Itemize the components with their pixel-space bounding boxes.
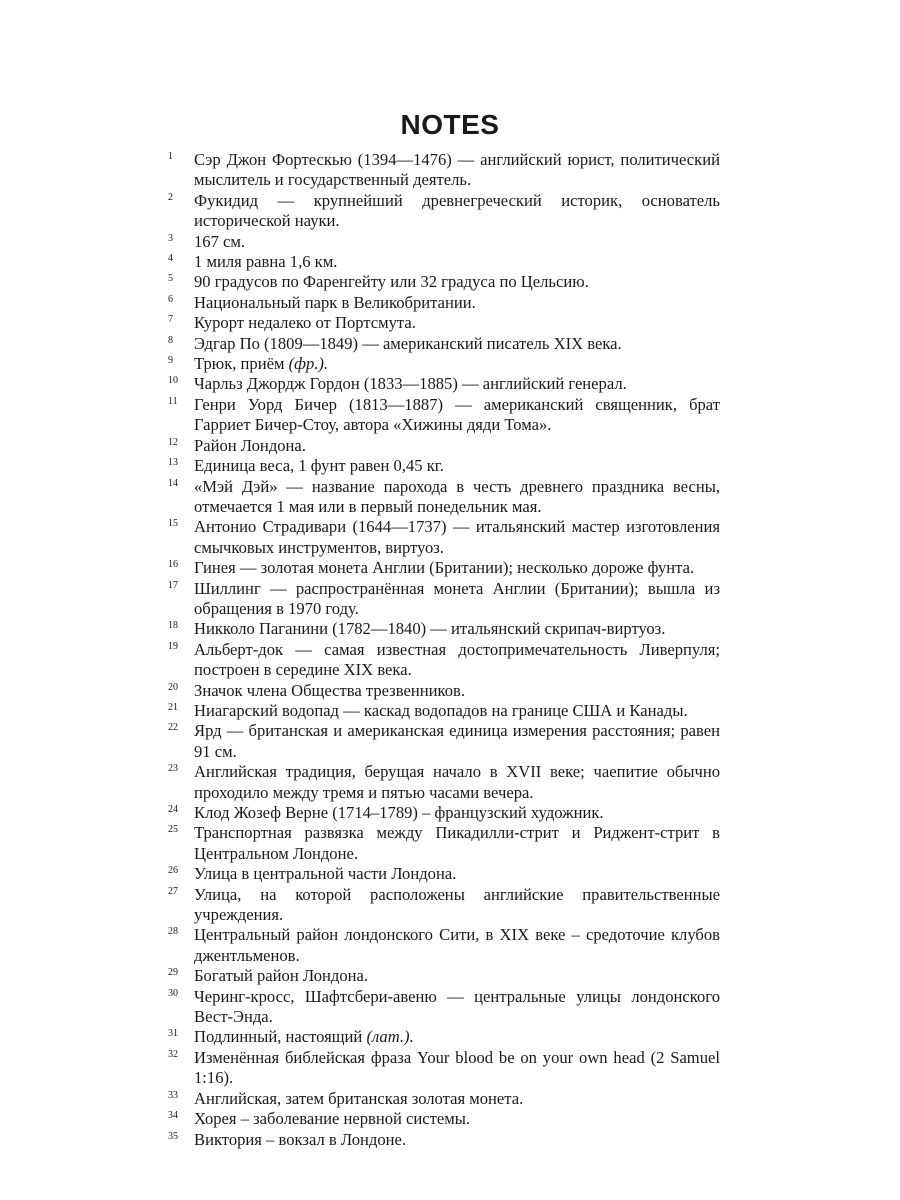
note-item	[160, 477, 720, 518]
note-text	[194, 293, 476, 312]
note-number: 34	[168, 1110, 178, 1122]
note-text	[194, 313, 416, 332]
note-text-main: Ярд — британская и американская единица измерения расстояния; равен 91 см.	[194, 721, 720, 761]
note-number: 33	[168, 1089, 178, 1101]
note-item	[160, 681, 720, 701]
note-number: 12	[168, 436, 178, 448]
note-item	[160, 456, 720, 476]
note-text	[194, 456, 444, 475]
note-item	[160, 517, 720, 558]
note-item	[160, 803, 720, 823]
note-text-main: Ниагарский водопад — каскад водопадов на границе США и Канады.	[194, 700, 688, 720]
note-number: 31	[168, 1028, 178, 1040]
note-text-italic: (лат.).	[366, 1027, 414, 1047]
note-text	[194, 252, 337, 271]
note-number: 1	[168, 151, 173, 162]
note-item	[160, 579, 720, 620]
note-text-main: Значок члена Общества трезвенников.	[194, 680, 465, 700]
note-text-main: 90 градусов по Фаренгейту или 32 градуса по Цельсию.	[194, 272, 589, 292]
note-text-main: Улица в центральной части Лондона.	[194, 864, 457, 884]
note-text-main: Гинея — золотая монета Англии (Британии); несколько дороже фунта.	[194, 558, 695, 578]
note-text	[194, 803, 604, 822]
note-text	[194, 619, 665, 638]
note-text	[194, 395, 720, 434]
note-text	[194, 966, 368, 985]
note-text-main: Трюк, приём	[194, 354, 285, 374]
note-text-main: Генри Уорд Бичер (1813—1887) — американский священник, брат Гарриет Бичер-Стоу, автора «Хижины дяди Тома».	[194, 394, 720, 435]
note-item	[160, 354, 720, 374]
note-text	[194, 191, 720, 230]
note-item	[160, 272, 720, 292]
note-text-main: Клод Жозеф Верне (1714–1789) – французский художник.	[194, 803, 604, 822]
note-number: 3	[168, 232, 173, 244]
note-item	[160, 823, 720, 864]
note-item	[160, 1027, 720, 1047]
note-text	[194, 640, 720, 679]
note-number: 32	[168, 1048, 178, 1060]
note-number: 11	[168, 395, 178, 407]
note-text-main: Центральный район лондонского Сити, в XIX веке – средоточие клубов джентльменов.	[194, 925, 720, 965]
note-text-main: Фукидид — крупнейший древнегреческий историк, основатель исторической науки.	[194, 190, 720, 231]
note-item	[160, 1109, 720, 1129]
note-text-italic: (фр.).	[288, 354, 329, 374]
note-text-main: Виктория – вокзал в Лондоне.	[194, 1129, 407, 1149]
note-text-main: Подлинный, настоящий	[194, 1027, 363, 1047]
note-text	[194, 436, 306, 455]
note-text-main: Национальный парк в Великобритании.	[194, 292, 476, 312]
note-text	[194, 150, 720, 189]
note-text-main: Хорея – заболевание нервной системы.	[194, 1109, 471, 1129]
note-text-main: Английская традиция, берущая начало в XVII веке; чаепитие обычно проходило между тремя и пятью часами вечера.	[194, 762, 720, 802]
note-text	[194, 477, 720, 516]
note-text	[194, 579, 720, 618]
note-text-main: 167 см.	[194, 231, 246, 251]
note-text-main: Черинг-кросс, Шафтсбери-авеню — центральные улицы лондонского Вест-Энда.	[194, 986, 720, 1027]
note-number: 6	[168, 293, 173, 305]
note-text	[194, 701, 688, 720]
note-number: 19	[168, 640, 178, 652]
note-number: 14	[168, 477, 178, 489]
note-text-main: Никколо Паганини (1782—1840) — итальянский скрипач-виртуоз.	[194, 619, 666, 639]
note-number: 18	[168, 620, 178, 632]
note-item	[160, 191, 720, 232]
note-number: 29	[168, 967, 178, 979]
note-item	[160, 150, 720, 191]
note-number: 15	[168, 518, 178, 530]
note-number: 27	[168, 885, 178, 897]
note-text-main: Район Лондона.	[194, 435, 306, 455]
note-text-main: Изменённая библейская фраза Your blood be on your own head (2 Samuel 1:16).	[194, 1047, 720, 1088]
note-item	[160, 395, 720, 436]
note-number: 20	[168, 681, 178, 693]
note-number: 35	[168, 1130, 178, 1142]
note-number: 23	[168, 763, 178, 775]
note-number: 16	[168, 559, 178, 571]
note-text	[194, 1130, 406, 1149]
note-text	[194, 1089, 523, 1108]
note-item	[160, 885, 720, 926]
note-item	[160, 721, 720, 762]
note-number: 17	[168, 579, 178, 591]
note-item	[160, 966, 720, 986]
note-text-main: Сэр Джон Фортескью (1394—1476) — английский юрист, политический мыслитель и государственный деятель.	[194, 150, 720, 190]
note-number: 24	[168, 804, 178, 815]
note-item	[160, 640, 720, 681]
note-text	[194, 823, 720, 862]
note-text	[194, 1027, 414, 1046]
note-number: 8	[168, 334, 173, 346]
note-text-main: Транспортная развязка между Пикадилли-стрит и Риджент-стрит в Центральном Лондоне.	[194, 823, 720, 863]
note-text-main: Антонио Страдивари (1644—1737) — итальянский мастер изготовления смычковых инструментов, виртуоз.	[194, 517, 720, 557]
note-item	[160, 762, 720, 803]
notes-list	[160, 150, 720, 1150]
note-text-main: Эдгар По (1809—1849) — американский писатель XIX века.	[194, 333, 622, 353]
note-text-main: Единица веса, 1 фунт равен 0,45 кг.	[194, 456, 444, 476]
note-item	[160, 313, 720, 333]
note-text	[194, 925, 720, 964]
note-text	[194, 354, 328, 373]
note-text	[194, 885, 720, 924]
note-number: 22	[168, 722, 178, 734]
note-item	[160, 232, 720, 252]
note-number: 7	[168, 314, 173, 326]
page-title: NOTES	[400, 109, 500, 140]
note-item	[160, 619, 720, 639]
note-text	[194, 1109, 470, 1128]
note-item	[160, 864, 720, 884]
note-number: 2	[168, 191, 173, 203]
note-number: 25	[168, 824, 178, 836]
note-item	[160, 1130, 720, 1150]
note-text	[194, 272, 589, 291]
note-number: 9	[168, 355, 173, 367]
note-item	[160, 1048, 720, 1089]
note-number: 13	[168, 457, 178, 469]
note-item	[160, 436, 720, 456]
note-item	[160, 293, 720, 313]
note-text-main: Английская, затем британская золотая монета.	[194, 1088, 524, 1108]
note-text	[194, 762, 720, 801]
note-text	[194, 987, 720, 1026]
note-text	[194, 681, 465, 700]
note-text-main: Чарльз Джордж Гордон (1833—1885) — английский генерал.	[194, 374, 627, 394]
note-item	[160, 925, 720, 966]
note-text-main: Курорт недалеко от Портсмута.	[194, 313, 416, 333]
note-text	[194, 334, 622, 353]
note-item	[160, 701, 720, 721]
note-text	[194, 517, 720, 556]
note-text	[194, 374, 627, 393]
note-text-main: 1 миля равна 1,6 км.	[194, 252, 338, 272]
note-item	[160, 1089, 720, 1109]
note-number: 4	[168, 253, 173, 265]
note-number: 28	[168, 926, 178, 938]
note-number: 30	[168, 987, 178, 999]
note-item	[160, 558, 720, 578]
note-text-main: Шиллинг — распространённая монета Англии (Британии); вышла из обращения в 1970 году.	[194, 578, 720, 618]
note-item	[160, 987, 720, 1028]
note-number: 21	[168, 701, 178, 713]
note-number: 26	[168, 865, 178, 877]
note-text	[194, 864, 456, 883]
note-item	[160, 252, 720, 272]
note-number: 5	[168, 273, 173, 285]
note-item	[160, 374, 720, 394]
note-item	[160, 334, 720, 354]
note-text	[194, 558, 694, 577]
note-text-main: Улица, на которой расположены английские правительственные учреждения.	[194, 884, 720, 925]
note-number: 10	[168, 375, 178, 387]
note-text-main: Богатый район Лондона.	[194, 966, 369, 986]
note-text	[194, 721, 720, 760]
note-text	[194, 232, 245, 251]
note-text-main: Альберт-док — самая известная достопримечательность Ливерпуля; построен в середине XIX века.	[194, 639, 720, 680]
note-text	[194, 1048, 720, 1087]
note-text-main: «Мэй Дэй» — название парохода в честь древнего праздника весны, отмечается 1 мая или в первый понедельник мая.	[194, 476, 720, 516]
